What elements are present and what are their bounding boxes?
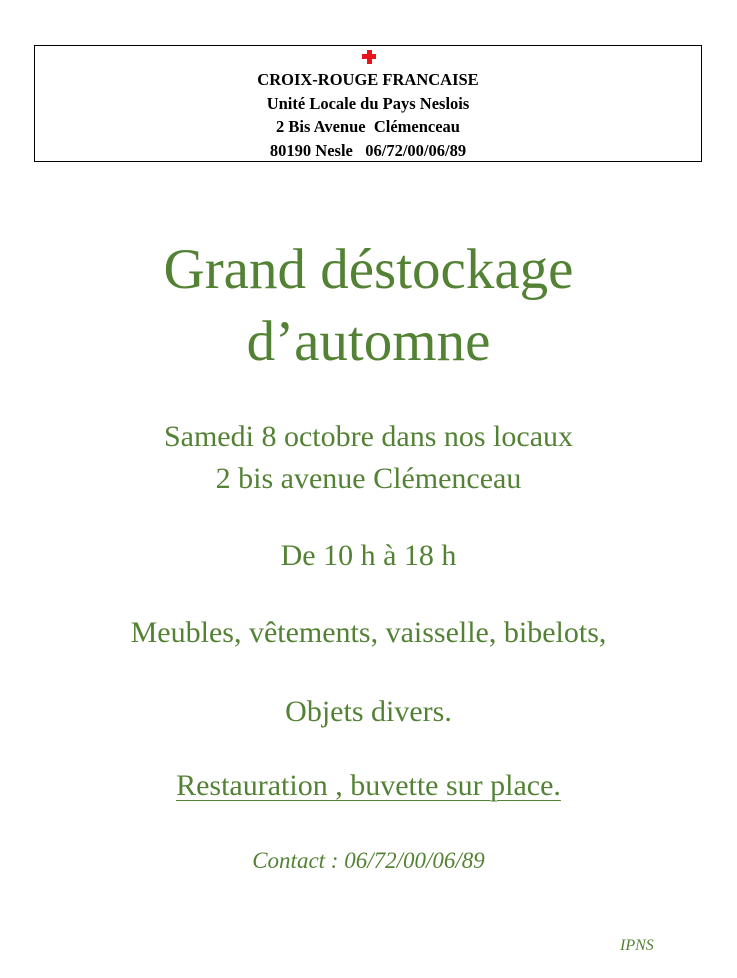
- event-hours: De 10 h à 18 h: [280, 539, 457, 572]
- organization-header: [34, 45, 702, 162]
- event-address: 2 bis avenue Clémenceau: [215, 462, 522, 495]
- event-date: Samedi 8 octobre dans nos locaux: [163, 420, 574, 453]
- event-title-line-1: Grand déstockage: [163, 238, 574, 301]
- items-list: Meubles, vêtements, vaisselle, bibelots,: [130, 616, 607, 649]
- event-title-line-2: d’automne: [246, 310, 491, 373]
- header-city-phone: 80190 Nesle 06/72/00/06/89: [269, 141, 467, 160]
- ipns-footer: IPNS: [620, 937, 654, 954]
- red-cross-icon: [362, 50, 376, 64]
- food-notice: Restauration , buvette sur place.: [176, 769, 561, 802]
- header-address: 2 Bis Avenue Clémenceau: [276, 117, 460, 136]
- organization-name: CROIX-ROUGE FRANCAISE: [257, 70, 479, 89]
- misc-items: Objets divers.: [285, 695, 452, 728]
- contact-phone: Contact : 06/72/00/06/89: [252, 848, 485, 873]
- local-unit-name: Unité Locale du Pays Neslois: [266, 94, 470, 113]
